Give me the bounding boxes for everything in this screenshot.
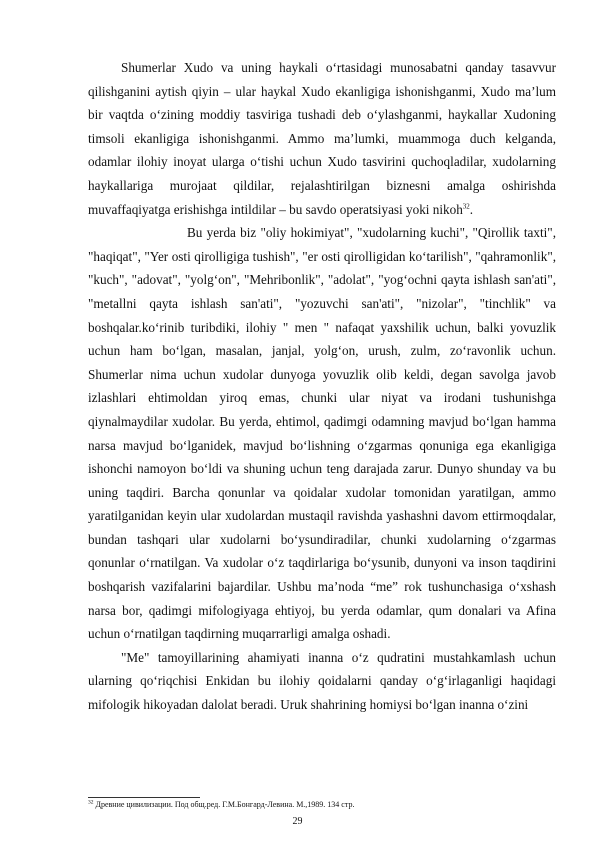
paragraph-1-end: . bbox=[469, 201, 474, 217]
page-number: 29 bbox=[292, 816, 303, 827]
paragraph-1-text: Shumerlar Xudo va uning haykali o‘rtasidagi munosabatni qanday tasavvur qilishganini aytish qiyin – ular haykal Xudo ekanligiga ishonishganmi, Xudo ma’lum bir vaqtda o‘zining moddiy tasviriga tushadi deb o‘ylashganmi, haykallar Xudoning timsoli ekanligiga ishonishganmi. Ammo ma’lumki, muammoga duch kelganda, odamlar ilohiy inoyat ularga o‘tishi uchun Xudo tasvirini quchoqladilar, xudolarning haykallariga murojaat qildilar, rejalashtirilgan biznesni amalga oshirishda muvaffaqiyatga erishishga intildilar – bu savdo operatsiyasi yoki nikoh bbox=[88, 60, 556, 217]
paragraph-1 bbox=[88, 56, 556, 221]
footnote-divider bbox=[88, 797, 200, 798]
paragraph-3: "Me" tamoyillarining ahamiyati inanna o‘z qudratini mustahkamlash uchun ularning qo‘riqchisi Enkidan bu ilohiy qoidalarni qanday o‘g‘irlaganligi haqidagi mifologik hikoyadan dalolat beradi. Uruk shahrining homiysi bo‘lgan inanna o‘zini bbox=[88, 649, 556, 713]
footnote bbox=[88, 800, 558, 810]
footnote-reference[interactable]: 32 bbox=[462, 202, 470, 211]
body-text bbox=[88, 56, 556, 717]
footnote-text: Древние цивилизации. Под общ.ред. Г.М.Бонгард-Левина. М.,1989. 134 стр. bbox=[95, 800, 355, 809]
paragraph-2: Bu yerda biz "oliy hokimiyat", "xudolarning kuchi", "Qirollik taxti", "haqiqat", "Yer osti qirolligiga tushish", "er osti qirolligidan ko‘tarilish", "qahramonlik", "kuch", "adovat", "yolg‘on", "Mehribonlik", "adolat", "yog‘ochni qayta ishlash san'ati", "metallni qayta ishlash san'ati", "yozuvchi san'ati", "nizolar", "tinchlik" va boshqalar.ko‘rinib turibdiki, ilohiy " men " nafaqat yaxshilik uchun, balki yovuzlik uchun ham bo‘lgan, masalan, janjal, yolg‘on, urush, zulm, zo‘ravonlik uchun. Shumerlar nima uchun xudolar dunyoga yovuzlik olib keldi, degan savolga javob izlashlari ehtimoldan yiroq emas, chunki ular niyat va irodani tushunishga qiynalmaydilar xudolar. Bu yerda, ehtimol, qadimgi odamning mavjud bo‘lgan hamma narsa mavjud bo‘lganidek, mavjud bo‘lishning o‘zgarmas qonuniga ega ekanligiga ishonchi namoyon bo‘ldi va shuning uchun teng darajada zarur. Dunyo shunday va bu uning taqdiri. Barcha qonunlar va qoidalar xudolar tomonidan yaratilgan, ammo yaratilganidan keyin ular xudolardan mustaqil ravishda yashashni davom ettirmoqdalar, bundan tashqari ular xudolarni bo‘ysundiradilar, chunki xudolarning o‘zgarmas qonunlar o‘rnatilgan. Va xudolar o‘z taqdirlariga bo‘ysunib, dunyoni va inson taqdirini boshqarish vazifalarini bajardilar. Ushbu ma’noda “me” rok tushunchasiga o‘xshash narsa bor, qadimgi mifologiyaga ehtiyoj, bu yerda odamlar, qum donalari va Afina uchun o‘rnatilgan taqdirning muqarrarligi amalga oshadi. bbox=[88, 225, 556, 642]
footnote-number: 32 bbox=[88, 799, 94, 806]
